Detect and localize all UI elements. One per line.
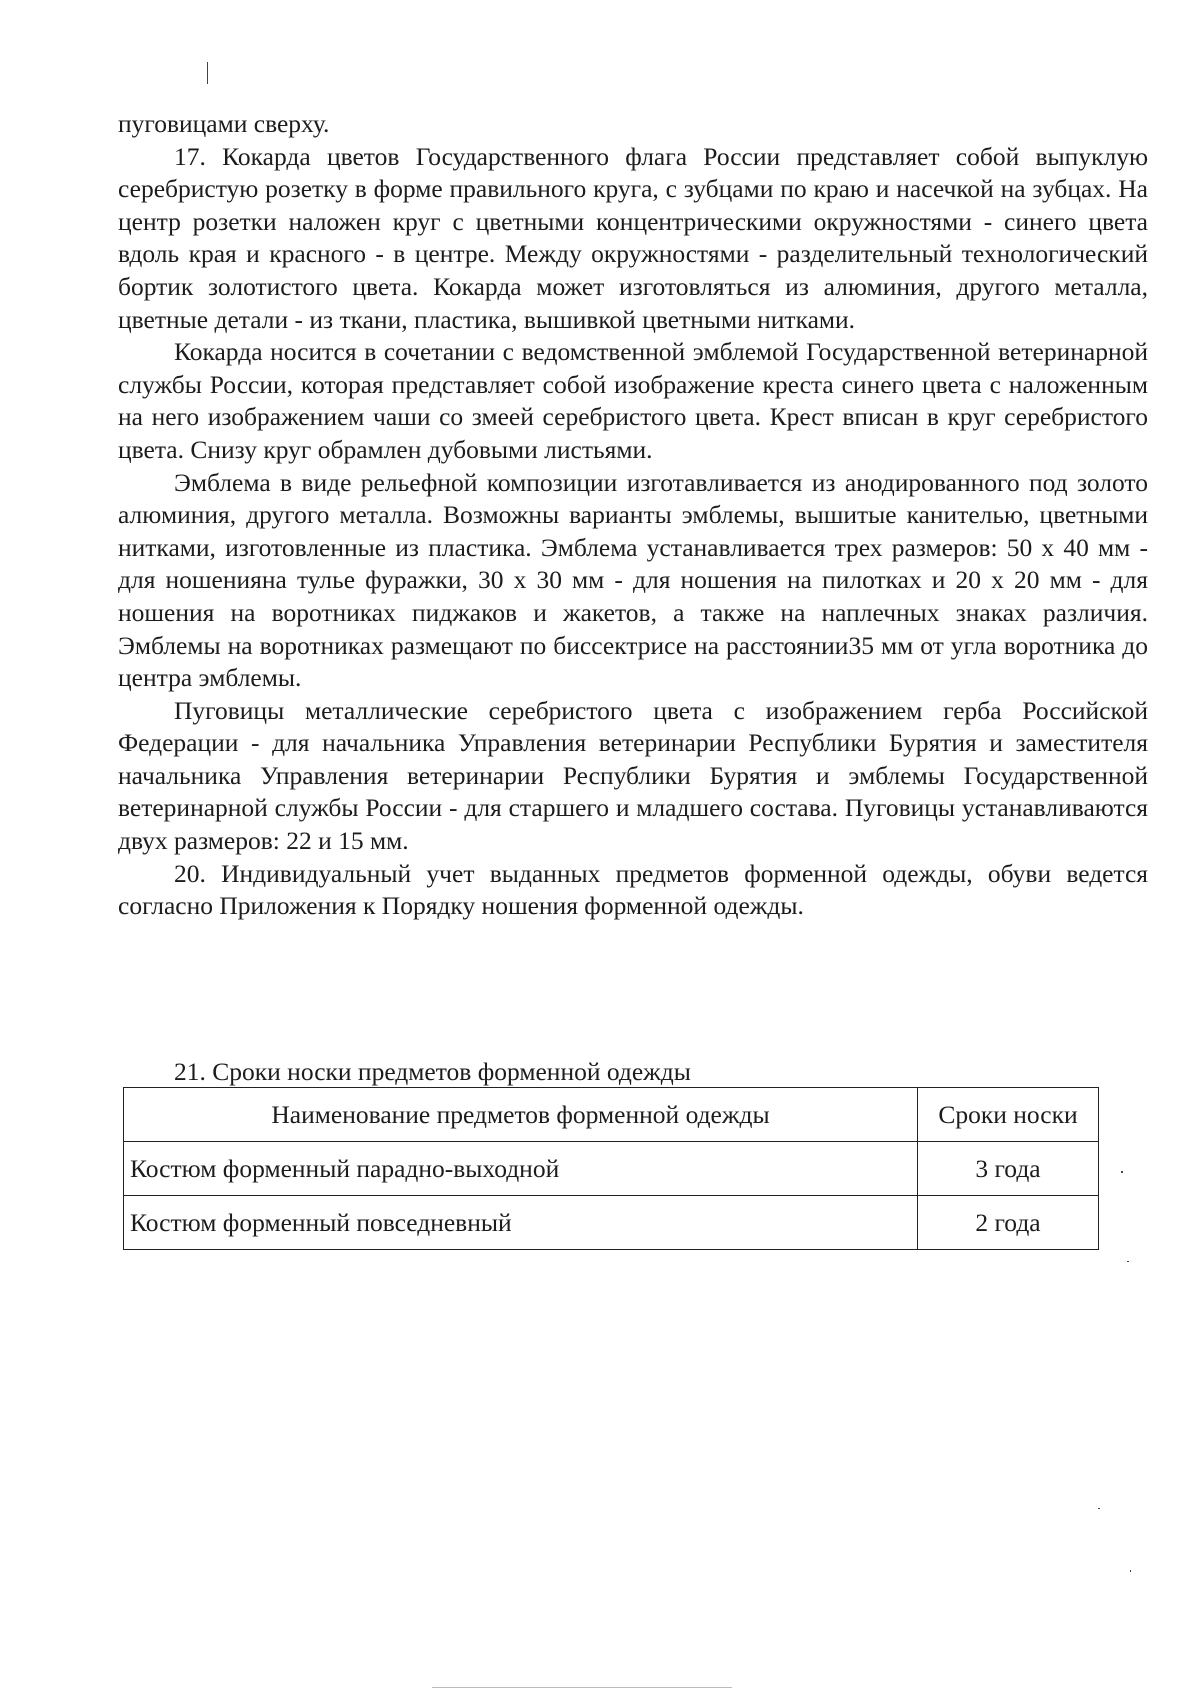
table-cell-item-name: Костюм форменный парадно-выходной bbox=[124, 1142, 918, 1196]
paragraph-cockade-emblem: Кокарда носится в сочетании с ведомственной эмблемой Государственной ветеринарной службы России, которая представляет собой изображение креста синего цвета с наложенным на него изображением чаши со змеей серебристого цвета. Крест вписан в круг серебристого цвета. Снизу круг обрамлен дубовыми листьями. bbox=[118, 337, 1148, 464]
column-header-wear-term: Сроки носки bbox=[918, 1088, 1099, 1142]
paragraph-20-accounting: 20. Индивидуальный учет выданных предметов форменной одежды, обуви ведется согласно Приложения к Порядку ношения форменной одежды. bbox=[118, 858, 1148, 921]
scan-mark bbox=[1121, 1171, 1123, 1173]
scan-edge-line bbox=[432, 1687, 732, 1688]
table-cell-wear-term: 3 года bbox=[918, 1142, 1099, 1196]
wear-terms-table bbox=[123, 1087, 1099, 1250]
scan-mark bbox=[1130, 1570, 1131, 1572]
scan-mark bbox=[1127, 1261, 1129, 1262]
scan-mark bbox=[1098, 1508, 1100, 1509]
table-row bbox=[124, 1196, 1099, 1250]
table-caption: 21. Сроки носки предметов форменной одежды bbox=[174, 1057, 691, 1086]
paragraph-17-cockade: 17. Кокарда цветов Государственного флага России представляет собой выпуклую серебристую розетку в форме правильного круга, с зубцами по краю и насечкой на зубцах. На центр розетки наложен круг с цветными концентрическими окружностями - синего цвета вдоль края и красного - в центре. Между окружностями - разделительный технологический бортик золотистого цвета. Кокарда может изготовляться из алюминия, другого металла, цветные детали - из ткани, пластика, вышивкой цветными нитками. bbox=[118, 141, 1148, 334]
document-body bbox=[118, 108, 1148, 923]
column-header-item-name: Наименование предметов форменной одежды bbox=[124, 1088, 918, 1142]
paragraph-continuation: пуговицами сверху. bbox=[118, 109, 330, 138]
table-row bbox=[124, 1142, 1099, 1196]
scan-mark bbox=[207, 62, 208, 84]
table-cell-item-name: Костюм форменный повседневный bbox=[124, 1196, 918, 1250]
table-cell-wear-term: 2 года bbox=[918, 1196, 1099, 1250]
paragraph-buttons: Пуговицы металлические серебристого цвета с изображением герба Российской Федерации - для начальника Управления ветеринарии Республики Бурятия и заместителя начальника Управления ветеринарии Республики Бурятия и эмблемы Государственной ветеринарной службы России - для старшего и младшего состава. Пуговицы устанавливаются двух размеров: 22 и 15 мм. bbox=[118, 695, 1148, 856]
paragraph-emblem-sizes: Эмблема в виде рельефной композиции изготавливается из анодированного под золото алюминия, другого металла. Возможны варианты эмблемы, вышитые канителью, цветными нитками, изготовленные из пластика. Эмблема устанавливается трех размеров: 50 х 40 мм - для ношенияна тулье фуражки, 30 х 30 мм - для ношения на пилотках и 20 х 20 мм - для ношения на воротниках пиджаков и жакетов, а также на наплечных знаках различия. Эмблемы на воротниках размещают по биссектрисе на расстоянии35 мм от угла воротника до центра эмблемы. bbox=[118, 467, 1148, 693]
table-header-row bbox=[124, 1088, 1099, 1142]
